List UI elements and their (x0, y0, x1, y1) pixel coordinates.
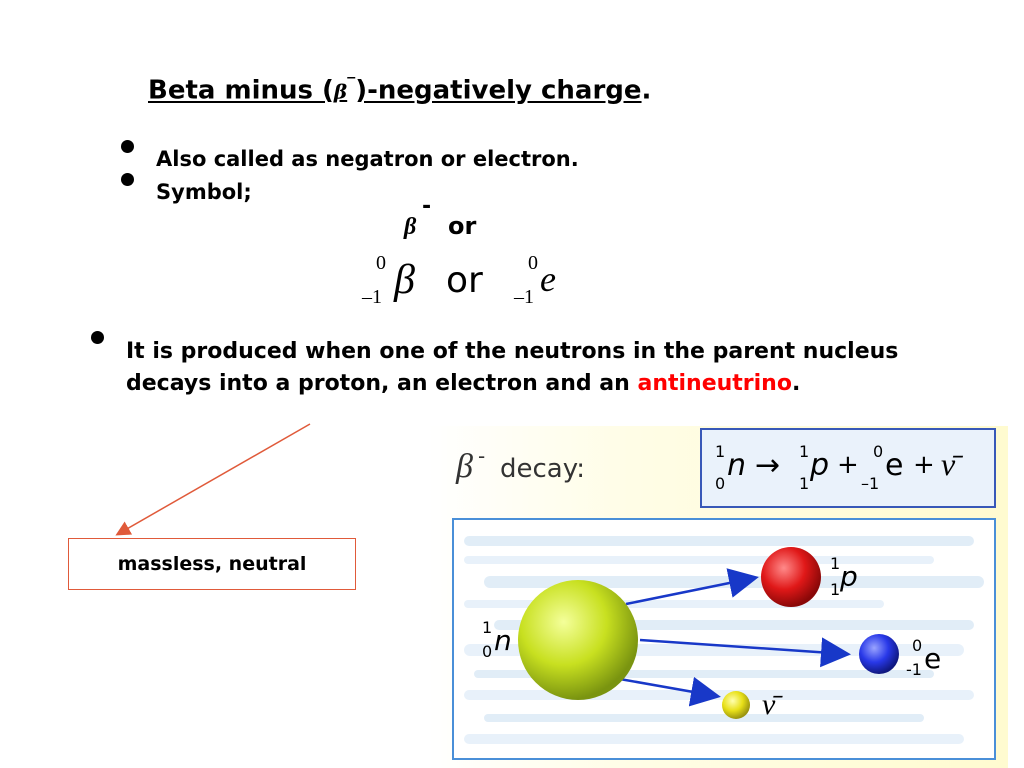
decay-equation (713, 438, 983, 498)
eq-n-charge: 0 (715, 474, 726, 493)
title-superscript: ‾ (347, 74, 356, 93)
electron-mass: 0 (912, 636, 923, 655)
bullet-text-2: Symbol; (156, 180, 252, 204)
title-period: . (641, 75, 652, 106)
proton-charge: 1 (830, 580, 841, 599)
proton-sphere (761, 547, 821, 607)
decay-text: decay: (500, 454, 585, 484)
eq-proton: p (810, 448, 830, 483)
antineutrino-label: ν̄ (762, 688, 776, 721)
eq-p-charge: 1 (799, 474, 810, 493)
neutron-sphere (518, 580, 638, 700)
neutron-label: n (494, 624, 512, 657)
decay-beta-sup: - (478, 444, 486, 468)
bullet-text-1: Also called as negatron or electron. (156, 147, 579, 171)
antineutrino-highlight: antineutrino (637, 371, 792, 396)
electron-charge-number: –1 (514, 286, 534, 308)
neutron-charge: 0 (482, 642, 493, 661)
decay-label (456, 444, 616, 492)
paragraph-end: . (791, 371, 801, 396)
decay-beta-symbol: β (456, 448, 473, 485)
or-text: or (448, 212, 477, 240)
electron-label: e (924, 642, 942, 675)
eq-plus-2: + (913, 450, 935, 480)
decay-diagram (452, 518, 996, 760)
decay-equation-box (700, 428, 996, 508)
eq-plus-1: + (837, 450, 859, 480)
eq-e-mass: 0 (873, 442, 884, 461)
eq-neutron: n (727, 448, 747, 483)
title-beta-symbol: β (333, 79, 348, 104)
beta-mass-number: 0 (376, 252, 386, 274)
beta-charge-number: –1 (362, 286, 382, 308)
title-suffix: )-negatively charge (355, 75, 642, 106)
electron-symbol: e (540, 259, 556, 299)
beta-symbol-large: β (394, 257, 415, 303)
eq-n-mass: 1 (715, 442, 726, 461)
paragraph-text: It is produced when one of the neutrons in the parent nucleus decays into a proton, an electron and an (126, 339, 899, 396)
electron-charge: -1 (906, 660, 922, 679)
or-text-large: or (446, 260, 483, 301)
title-prefix: Beta minus ( (148, 75, 334, 106)
beta-symbol: β (404, 214, 417, 240)
electron-mass-number: 0 (528, 252, 538, 274)
antineutrino-sphere (722, 691, 750, 719)
proton-label: p (840, 560, 858, 593)
massless-neutral-callout: massless, neutral (68, 538, 356, 590)
eq-e-charge: –1 (861, 474, 880, 493)
neutron-mass: 1 (482, 618, 493, 637)
beta-minus-superscript: - (422, 194, 432, 219)
eq-p-mass: 1 (799, 442, 810, 461)
eq-electron: e (885, 448, 904, 483)
proton-mass: 1 (830, 554, 841, 573)
eq-arrow: → (755, 448, 781, 483)
electron-sphere (859, 634, 899, 674)
eq-antineutrino: ν̄ (941, 446, 956, 482)
